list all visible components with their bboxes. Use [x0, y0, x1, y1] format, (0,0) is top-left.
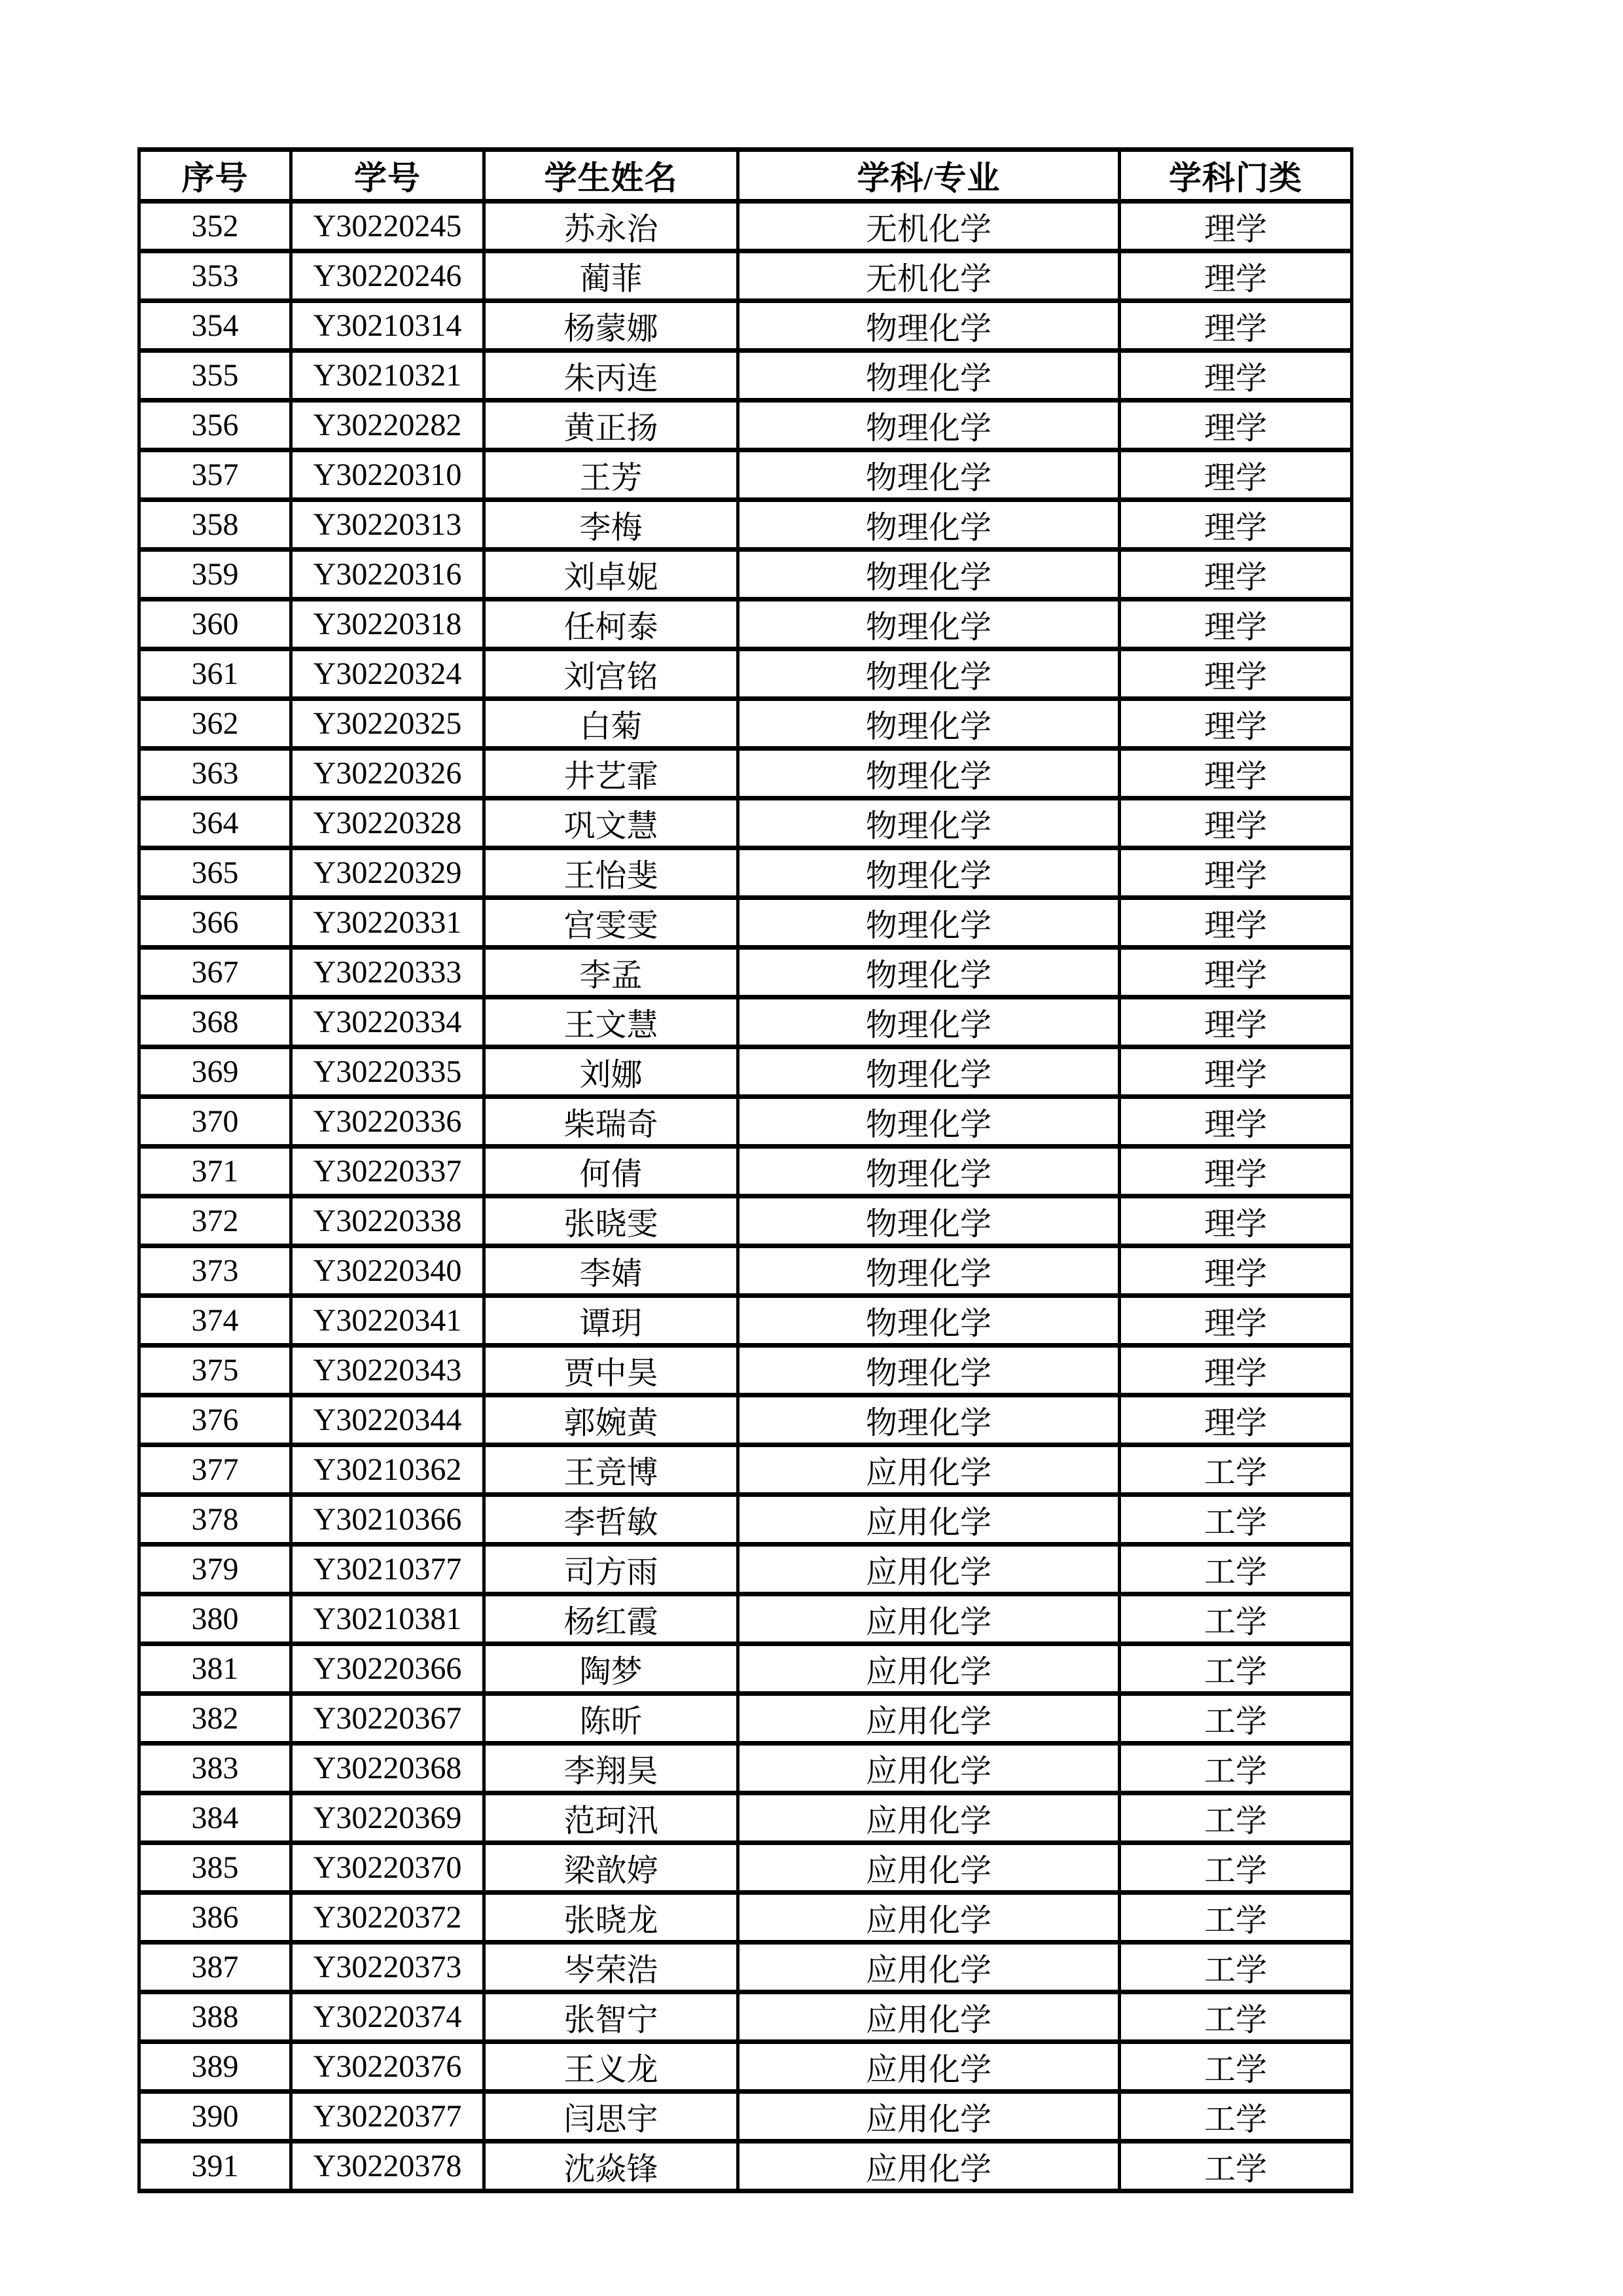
- table-cell: 应用化学: [738, 2142, 1120, 2191]
- table-cell: 理学: [1120, 1395, 1352, 1445]
- table-row: [139, 1495, 1352, 1545]
- table-cell: Y30220374: [291, 1992, 484, 2042]
- table-cell: Y30220340: [291, 1246, 484, 1296]
- table-cell: 物理化学: [738, 848, 1120, 898]
- table-cell: 理学: [1120, 500, 1352, 550]
- table-cell: 363: [139, 749, 291, 798]
- table-cell: 理学: [1120, 1296, 1352, 1346]
- table-cell: 理学: [1120, 1346, 1352, 1395]
- table-cell: 司方雨: [484, 1545, 738, 1594]
- table-cell: Y30220310: [291, 450, 484, 500]
- table-cell: Y30220373: [291, 1943, 484, 1992]
- table-cell: 物理化学: [738, 301, 1120, 351]
- table-cell: 378: [139, 1495, 291, 1545]
- table-cell: 张晓龙: [484, 1893, 738, 1943]
- table-cell: 374: [139, 1296, 291, 1346]
- table-cell: 368: [139, 997, 291, 1047]
- table-cell: 理学: [1120, 202, 1352, 251]
- table-cell: Y30220316: [291, 550, 484, 600]
- table-cell: 理学: [1120, 898, 1352, 948]
- table-cell: 理学: [1120, 1047, 1352, 1097]
- table-cell: 应用化学: [738, 1545, 1120, 1594]
- table-row: [139, 649, 1352, 699]
- table-row: [139, 1445, 1352, 1495]
- table-cell: 应用化学: [738, 1943, 1120, 1992]
- table-cell: 杨红霞: [484, 1594, 738, 1644]
- table-cell: 理学: [1120, 351, 1352, 401]
- table-cell: 物理化学: [738, 401, 1120, 450]
- table-cell: 352: [139, 202, 291, 251]
- table-row: [139, 401, 1352, 450]
- table-cell: 应用化学: [738, 1992, 1120, 2042]
- table-cell: 工学: [1120, 1744, 1352, 1793]
- table-cell: 谭玥: [484, 1296, 738, 1346]
- table-cell: 工学: [1120, 1943, 1352, 1992]
- table-cell: 物理化学: [738, 1047, 1120, 1097]
- table-cell: 李翔昊: [484, 1744, 738, 1793]
- table-cell: Y30210366: [291, 1495, 484, 1545]
- table-cell: 物理化学: [738, 1395, 1120, 1445]
- table-cell: 376: [139, 1395, 291, 1445]
- table-cell: Y30210381: [291, 1594, 484, 1644]
- table-cell: 无机化学: [738, 202, 1120, 251]
- table-cell: 物理化学: [738, 649, 1120, 699]
- table-cell: Y30220331: [291, 898, 484, 948]
- table-cell: Y30210321: [291, 351, 484, 401]
- table-cell: 朱丙连: [484, 351, 738, 401]
- table-cell: 李婧: [484, 1246, 738, 1296]
- table-cell: 381: [139, 1644, 291, 1694]
- table-cell: 理学: [1120, 798, 1352, 848]
- table-cell: 358: [139, 500, 291, 550]
- table-cell: 应用化学: [738, 1744, 1120, 1793]
- table-cell: 383: [139, 1744, 291, 1793]
- table-cell: 389: [139, 2042, 291, 2092]
- table-row: [139, 798, 1352, 848]
- table-cell: 理学: [1120, 401, 1352, 450]
- table-cell: 王芳: [484, 450, 738, 500]
- table-cell: Y30220318: [291, 600, 484, 649]
- table-cell: 物理化学: [738, 798, 1120, 848]
- table-cell: 物理化学: [738, 1147, 1120, 1196]
- table-cell: 366: [139, 898, 291, 948]
- table-row: [139, 1296, 1352, 1346]
- table-cell: 369: [139, 1047, 291, 1097]
- table-row: [139, 1644, 1352, 1694]
- table-body: [139, 202, 1352, 2191]
- table-row: [139, 251, 1352, 301]
- table-cell: 工学: [1120, 1694, 1352, 1744]
- table-cell: Y30220338: [291, 1196, 484, 1246]
- table-cell: 理学: [1120, 649, 1352, 699]
- table-row: [139, 1843, 1352, 1893]
- table-cell: 361: [139, 649, 291, 699]
- table-cell: 357: [139, 450, 291, 500]
- table-cell: 理学: [1120, 1147, 1352, 1196]
- table-cell: 理学: [1120, 699, 1352, 749]
- table-cell: 理学: [1120, 450, 1352, 500]
- table-cell: 理学: [1120, 997, 1352, 1047]
- table-cell: Y30220343: [291, 1346, 484, 1395]
- table-cell: 工学: [1120, 2092, 1352, 2142]
- table-cell: 工学: [1120, 1893, 1352, 1943]
- table-row: [139, 848, 1352, 898]
- table-row: [139, 1246, 1352, 1296]
- table-cell: 物理化学: [738, 699, 1120, 749]
- table-cell: 贾中昊: [484, 1346, 738, 1395]
- table-cell: 工学: [1120, 2142, 1352, 2191]
- table-cell: 王义龙: [484, 2042, 738, 2092]
- table-cell: Y30220326: [291, 749, 484, 798]
- table-cell: Y30220369: [291, 1793, 484, 1843]
- table-cell: 何倩: [484, 1147, 738, 1196]
- table-cell: Y30220368: [291, 1744, 484, 1793]
- table-cell: 物理化学: [738, 1296, 1120, 1346]
- table-cell: Y30220333: [291, 948, 484, 997]
- table-row: [139, 1893, 1352, 1943]
- table-cell: Y30220370: [291, 1843, 484, 1893]
- table-cell: 理学: [1120, 749, 1352, 798]
- table-cell: Y30210362: [291, 1445, 484, 1495]
- table-cell: Y30220334: [291, 997, 484, 1047]
- table-cell: 物理化学: [738, 450, 1120, 500]
- table-cell: 物理化学: [738, 749, 1120, 798]
- table-cell: 360: [139, 600, 291, 649]
- table-cell: 362: [139, 699, 291, 749]
- table-cell: Y30220341: [291, 1296, 484, 1346]
- table-cell: 理学: [1120, 1246, 1352, 1296]
- table-cell: Y30220372: [291, 1893, 484, 1943]
- table-cell: 任柯泰: [484, 600, 738, 649]
- table-cell: 工学: [1120, 2042, 1352, 2092]
- table-cell: 379: [139, 1545, 291, 1594]
- table-cell: 理学: [1120, 848, 1352, 898]
- table-cell: 巩文慧: [484, 798, 738, 848]
- table-cell: 364: [139, 798, 291, 848]
- table-cell: 354: [139, 301, 291, 351]
- table-cell: 陶梦: [484, 1644, 738, 1694]
- table-cell: 应用化学: [738, 1644, 1120, 1694]
- column-header: 学科门类: [1120, 150, 1352, 202]
- table-cell: Y30220366: [291, 1644, 484, 1694]
- table-cell: 物理化学: [738, 1097, 1120, 1147]
- column-header: 序号: [139, 150, 291, 202]
- table-cell: Y30220336: [291, 1097, 484, 1147]
- table-cell: 物理化学: [738, 1346, 1120, 1395]
- table-cell: 应用化学: [738, 1445, 1120, 1495]
- table-cell: 工学: [1120, 1644, 1352, 1694]
- table-cell: 370: [139, 1097, 291, 1147]
- table-cell: 物理化学: [738, 351, 1120, 401]
- table-row: [139, 1594, 1352, 1644]
- table-cell: 工学: [1120, 1992, 1352, 2042]
- table-cell: Y30220313: [291, 500, 484, 550]
- table-cell: 应用化学: [738, 1495, 1120, 1545]
- table-cell: 理学: [1120, 251, 1352, 301]
- table-cell: Y30220246: [291, 251, 484, 301]
- table-cell: 张智宁: [484, 1992, 738, 2042]
- table-cell: 391: [139, 2142, 291, 2191]
- table-cell: Y30210377: [291, 1545, 484, 1594]
- table-row: [139, 948, 1352, 997]
- table-cell: 郭婉黄: [484, 1395, 738, 1445]
- table-cell: 应用化学: [738, 1694, 1120, 1744]
- table-cell: 应用化学: [738, 2092, 1120, 2142]
- table-row: [139, 997, 1352, 1047]
- table-row: [139, 1943, 1352, 1992]
- table-row: [139, 1992, 1352, 2042]
- table-row: [139, 1694, 1352, 1744]
- table-row: [139, 898, 1352, 948]
- table-cell: 工学: [1120, 1843, 1352, 1893]
- table-cell: 373: [139, 1246, 291, 1296]
- table-cell: 380: [139, 1594, 291, 1644]
- table-cell: 陈昕: [484, 1694, 738, 1744]
- table-cell: 白菊: [484, 699, 738, 749]
- table-header: [139, 150, 1352, 202]
- table-cell: Y30220329: [291, 848, 484, 898]
- table-cell: 理学: [1120, 1196, 1352, 1246]
- table-cell: 377: [139, 1445, 291, 1495]
- table-cell: 工学: [1120, 1545, 1352, 1594]
- table-cell: 388: [139, 1992, 291, 2042]
- table-row: [139, 1395, 1352, 1445]
- table-cell: 应用化学: [738, 2042, 1120, 2092]
- table-row: [139, 351, 1352, 401]
- table-cell: 李孟: [484, 948, 738, 997]
- table-cell: 井艺霏: [484, 749, 738, 798]
- table-cell: 理学: [1120, 550, 1352, 600]
- table-row: [139, 2142, 1352, 2191]
- table-cell: 梁歆婷: [484, 1843, 738, 1893]
- table-cell: 390: [139, 2092, 291, 2142]
- table-cell: 物理化学: [738, 898, 1120, 948]
- table-cell: Y30220245: [291, 202, 484, 251]
- table-cell: 理学: [1120, 301, 1352, 351]
- table-cell: 物理化学: [738, 550, 1120, 600]
- table-cell: 工学: [1120, 1445, 1352, 1495]
- table-cell: 工学: [1120, 1495, 1352, 1545]
- table-row: [139, 202, 1352, 251]
- table-cell: 385: [139, 1843, 291, 1893]
- table-cell: 王竞博: [484, 1445, 738, 1495]
- table-cell: 372: [139, 1196, 291, 1246]
- table-row: [139, 699, 1352, 749]
- table-cell: 物理化学: [738, 1196, 1120, 1246]
- table-row: [139, 450, 1352, 500]
- table-cell: 应用化学: [738, 1893, 1120, 1943]
- table-cell: 356: [139, 401, 291, 450]
- table-row: [139, 1545, 1352, 1594]
- table-cell: 物理化学: [738, 997, 1120, 1047]
- table-row: [139, 600, 1352, 649]
- table-cell: Y30220376: [291, 2042, 484, 2092]
- student-roster-table: [137, 147, 1353, 2193]
- table-cell: 无机化学: [738, 251, 1120, 301]
- table-cell: 刘娜: [484, 1047, 738, 1097]
- table-cell: Y30220324: [291, 649, 484, 699]
- table-cell: 应用化学: [738, 1843, 1120, 1893]
- table-cell: 苏永治: [484, 202, 738, 251]
- table-cell: 365: [139, 848, 291, 898]
- table-row: [139, 1047, 1352, 1097]
- table-cell: 黄正扬: [484, 401, 738, 450]
- table-cell: 物理化学: [738, 948, 1120, 997]
- table-cell: 杨蒙娜: [484, 301, 738, 351]
- table-cell: 387: [139, 1943, 291, 1992]
- table-cell: 王怡斐: [484, 848, 738, 898]
- table-cell: 理学: [1120, 1097, 1352, 1147]
- table-cell: 刘卓妮: [484, 550, 738, 600]
- table-cell: 王文慧: [484, 997, 738, 1047]
- table-cell: 375: [139, 1346, 291, 1395]
- table-row: [139, 500, 1352, 550]
- table-cell: Y30220377: [291, 2092, 484, 2142]
- column-header: 学生姓名: [484, 150, 738, 202]
- table-cell: 物理化学: [738, 600, 1120, 649]
- table-cell: Y30220328: [291, 798, 484, 848]
- table-cell: Y30220344: [291, 1395, 484, 1445]
- table-cell: Y30210314: [291, 301, 484, 351]
- table-cell: 岑荣浩: [484, 1943, 738, 1992]
- table-row: [139, 2042, 1352, 2092]
- table-cell: 张晓雯: [484, 1196, 738, 1246]
- table-cell: Y30220337: [291, 1147, 484, 1196]
- table-row: [139, 1147, 1352, 1196]
- table-cell: 382: [139, 1694, 291, 1744]
- table-cell: 沈焱锋: [484, 2142, 738, 2191]
- column-header: 学科/专业: [738, 150, 1120, 202]
- table-cell: Y30220282: [291, 401, 484, 450]
- table-cell: Y30220325: [291, 699, 484, 749]
- table-row: [139, 1097, 1352, 1147]
- table-row: [139, 301, 1352, 351]
- table-cell: 李哲敏: [484, 1495, 738, 1545]
- table-cell: 353: [139, 251, 291, 301]
- header-row: [139, 150, 1352, 202]
- table-cell: 蔺菲: [484, 251, 738, 301]
- table-cell: 应用化学: [738, 1793, 1120, 1843]
- table-row: [139, 1346, 1352, 1395]
- table-cell: 359: [139, 550, 291, 600]
- table-cell: 工学: [1120, 1594, 1352, 1644]
- column-header: 学号: [291, 150, 484, 202]
- table-cell: 386: [139, 1893, 291, 1943]
- table-cell: Y30220378: [291, 2142, 484, 2191]
- table-cell: 367: [139, 948, 291, 997]
- table-row: [139, 2092, 1352, 2142]
- table-row: [139, 1793, 1352, 1843]
- table-row: [139, 550, 1352, 600]
- table-cell: 理学: [1120, 600, 1352, 649]
- table-cell: Y30220367: [291, 1694, 484, 1744]
- table-row: [139, 1744, 1352, 1793]
- table-cell: 355: [139, 351, 291, 401]
- table-cell: 371: [139, 1147, 291, 1196]
- table-cell: 工学: [1120, 1793, 1352, 1843]
- table-cell: 物理化学: [738, 500, 1120, 550]
- table-cell: 应用化学: [738, 1594, 1120, 1644]
- table-cell: 理学: [1120, 948, 1352, 997]
- table-cell: 物理化学: [738, 1246, 1120, 1296]
- table-cell: 刘宫铭: [484, 649, 738, 699]
- table-cell: Y30220335: [291, 1047, 484, 1097]
- table-row: [139, 749, 1352, 798]
- table-cell: 李梅: [484, 500, 738, 550]
- table-cell: 闫思宇: [484, 2092, 738, 2142]
- table-cell: 384: [139, 1793, 291, 1843]
- table-cell: 宫雯雯: [484, 898, 738, 948]
- table-cell: 柴瑞奇: [484, 1097, 738, 1147]
- table-cell: 范珂汛: [484, 1793, 738, 1843]
- table-row: [139, 1196, 1352, 1246]
